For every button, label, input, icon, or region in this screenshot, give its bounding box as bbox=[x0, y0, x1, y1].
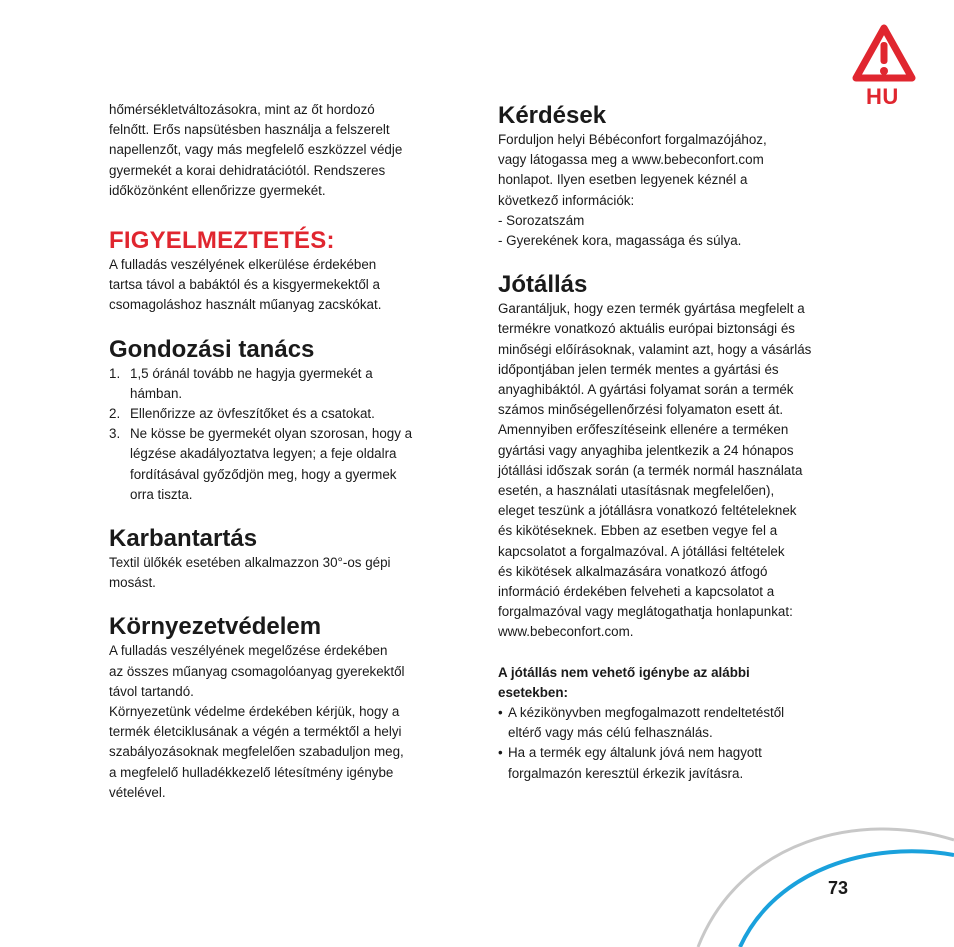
care-heading: Gondozási tanács bbox=[109, 335, 315, 363]
text-line: A kézikönyvben megfogalmazott rendeltetéstől bbox=[508, 705, 785, 721]
text-line: esetekben: bbox=[498, 684, 568, 700]
text-line: és kikötéseknek. Ebben az esetben vegye fel a bbox=[498, 523, 778, 539]
text-line: anyaghibáktól. A gyártási folyamat során a termék bbox=[498, 382, 794, 398]
text-line: Garantáljuk, hogy ezen termék gyártása megfelelt a bbox=[498, 301, 805, 317]
page-number: 73 bbox=[828, 878, 849, 898]
text-line: felnőtt. Erős napsütésben használja a felszerelt bbox=[109, 122, 390, 138]
exclusions-heading bbox=[498, 663, 858, 703]
text-line: eleget teszünk a jótállásra vonatkozó feltételeknek bbox=[498, 503, 797, 519]
maintenance-heading: Karbantartás bbox=[109, 525, 258, 553]
text-line: tartsa távol a babáktól és a kisgyermekektől a bbox=[109, 277, 380, 293]
warning-triangle-icon bbox=[852, 24, 916, 84]
text-line: orra tiszta. bbox=[130, 486, 193, 502]
text-line: vételével. bbox=[109, 784, 166, 800]
text-line: időközönként ellenőrizze gyermekét. bbox=[109, 182, 326, 198]
warning-heading: FIGYELMEZTETÉS: bbox=[109, 227, 335, 255]
text-line: Forduljon helyi Bébéconfort forgalmazójához, bbox=[498, 132, 767, 147]
text-line: mosást. bbox=[109, 575, 156, 591]
text-line: a megfelelő hulladékkezelő létesítmény igénybe bbox=[109, 764, 394, 780]
text-line: hámban. bbox=[130, 385, 183, 401]
list-item bbox=[109, 364, 461, 404]
text-line: Amennyiben erőfeszítéseink ellenére a terméken bbox=[498, 422, 789, 438]
text-line: vagy látogassa meg a www.bebeconfort.com bbox=[498, 152, 764, 168]
text-line: honlapot. Ilyen esetben legyenek kéznél a bbox=[498, 172, 748, 188]
list-item bbox=[109, 424, 461, 505]
right-column bbox=[498, 100, 858, 784]
text-line: www.bebeconfort.com. bbox=[498, 624, 634, 640]
text-line: számos minőségellenőrzési folyamaton esett át. bbox=[498, 402, 784, 418]
left-column bbox=[109, 100, 461, 803]
text-line: csomagoláshoz használt műanyag zacskókat. bbox=[109, 297, 382, 313]
text-line: A jótállás nem vehető igénybe az alábbi bbox=[498, 664, 750, 680]
text-line: fordításával győződjön meg, hogy a gyermek bbox=[130, 466, 397, 482]
text-line: légzése akadályoztatva legyen; a feje oldalra bbox=[130, 446, 397, 462]
list-number: 2. bbox=[109, 406, 121, 422]
text-line: és kikötések alkalmazására vonatkozó átfogó bbox=[498, 563, 768, 579]
intro-paragraph bbox=[109, 100, 461, 201]
text-line: napellenzőt, vagy más megfelelő eszközzel védje bbox=[109, 142, 403, 158]
questions-paragraph bbox=[498, 130, 858, 251]
bullet: • bbox=[498, 705, 503, 721]
text-line: termékre vonatkozó aktuális európai biztonsági és bbox=[498, 321, 795, 337]
list-item bbox=[498, 703, 858, 743]
text-line: Ha a termék egy általunk jóvá nem hagyott bbox=[508, 745, 762, 761]
warranty-paragraph bbox=[498, 299, 858, 642]
care-list bbox=[109, 364, 461, 505]
text-line: az összes műanyag csomagolóanyag gyerekektől bbox=[109, 663, 405, 679]
text-line: minőségi előírásoknak, valamint azt, hogy a vásárlás bbox=[498, 341, 812, 357]
text-line: forgalmazóval vagy meglátogathatja honlapunkat: bbox=[498, 604, 793, 620]
text-line: következő információk: bbox=[498, 192, 635, 208]
text-line: időpontjában jelen termék mentes a gyártási és bbox=[498, 361, 779, 377]
text-line: hőmérsékletváltozásokra, mint az őt hordozó bbox=[109, 102, 375, 117]
text-line: Ne kösse be gyermekét olyan szorosan, hogy a bbox=[130, 426, 413, 442]
text-line: távol tartandó. bbox=[109, 683, 194, 699]
text-line: forgalmazón keresztül érkezik javításra. bbox=[508, 765, 744, 781]
decorative-swoosh bbox=[680, 800, 954, 947]
list-number: 3. bbox=[109, 426, 121, 442]
text-line: gyermekét a korai dehidratációtól. Rendszeres bbox=[109, 162, 386, 178]
environment-paragraph bbox=[109, 641, 461, 803]
maintenance-paragraph bbox=[109, 553, 461, 593]
text-line: információ érdekében felveheti a kapcsolatot a bbox=[498, 584, 775, 600]
text-line: eltérő vagy más célú felhasználás. bbox=[508, 725, 713, 741]
questions-heading: Kérdések bbox=[498, 102, 607, 129]
warranty-heading: Jótállás bbox=[498, 271, 588, 299]
text-line: gyártási vagy anyaghiba jelentkezik a 24 hónapos bbox=[498, 442, 794, 458]
text-line: Környezetünk védelme érdekében kérjük, hogy a bbox=[109, 704, 400, 720]
text-line: A fulladás veszélyének megelőzése érdekében bbox=[109, 643, 388, 659]
language-code: HU bbox=[866, 84, 899, 109]
text-line: 1,5 óránál tovább ne hagyja gyermekét a bbox=[130, 365, 373, 381]
text-line: Textil ülőkék esetében alkalmazzon 30°-os gépi bbox=[109, 555, 391, 571]
text-line: jótállási időszak során (a termék normál használata bbox=[498, 462, 803, 478]
list-item bbox=[498, 743, 858, 783]
bullet: • bbox=[498, 745, 503, 761]
text-line: esetén, a használati utasításnak megfelelően), bbox=[498, 483, 775, 499]
list-item bbox=[109, 404, 461, 424]
list-number: 1. bbox=[109, 365, 121, 381]
swoosh-gray-arc bbox=[698, 829, 954, 947]
text-line: Ellenőrizze az övfeszítőket és a csatokat. bbox=[130, 406, 375, 422]
text-line: - Sorozatszám bbox=[498, 212, 585, 228]
warning-paragraph bbox=[109, 255, 461, 316]
text-line: termék életciklusának a végén a terméktől a helyi bbox=[109, 724, 402, 740]
text-line: szabályozásoknak megfelelően szabaduljon meg, bbox=[109, 744, 404, 760]
text-line: - Gyerekének kora, magassága és súlya. bbox=[498, 233, 742, 249]
swoosh-blue-arc bbox=[740, 851, 954, 947]
text-line: kapcsolatot a forgalmazóval. A jótállási feltételek bbox=[498, 543, 785, 559]
environment-heading: Környezetvédelem bbox=[109, 613, 322, 641]
text-line: A fulladás veszélyének elkerülése érdekében bbox=[109, 257, 377, 273]
